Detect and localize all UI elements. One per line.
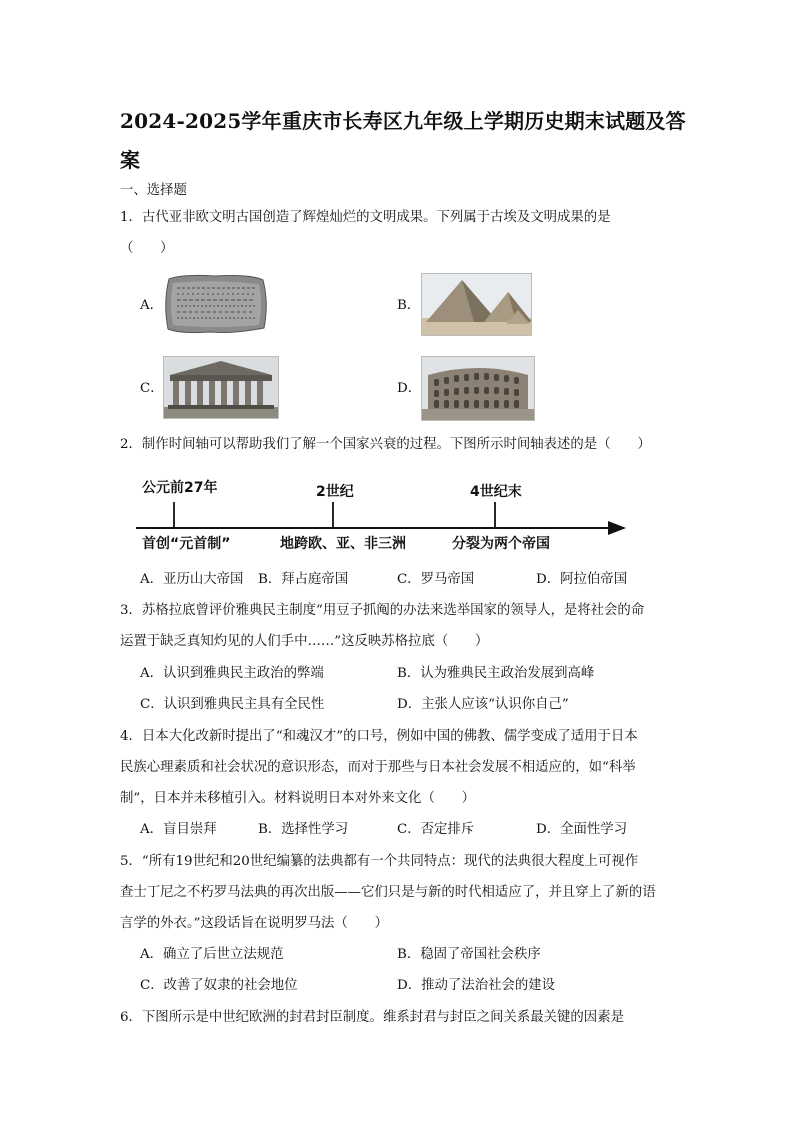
timeline-bottom-2: 地跨欧、亚、非三洲 (280, 536, 406, 552)
q2-option-c: C．罗马帝国 (397, 572, 475, 587)
q3-option-d: D．主张人应该“认识你自己” (397, 697, 569, 712)
q5-option-d: D．推动了法治社会的建设 (397, 978, 556, 993)
q2-option-d: D．阿拉伯帝国 (536, 572, 628, 587)
q1-option-c-label: C． (140, 381, 164, 396)
q3-line-1: 3．苏格拉底曾评价雅典民主制度“用豆子抓阄的办法来选举国家的领导人，是将社会的命 (120, 603, 645, 618)
timeline-top-1: 公元前27年 (142, 480, 218, 496)
q5-option-c: C．改善了奴隶的社会地位 (140, 978, 298, 993)
timeline-top-3: 4世纪末 (470, 484, 522, 500)
timeline-top-2: 2世纪 (316, 484, 354, 500)
q5-line-3: 言学的外衣。”这段话旨在说明罗马法（ ） (120, 916, 388, 931)
q5-line-2: 查士丁尼之不朽罗马法典的再次出版——它们只是与新的时代相适应了，并且穿上了新的语 (120, 885, 656, 900)
parthenon-image (163, 356, 279, 419)
section-heading: 一、选择题 (120, 183, 187, 198)
colosseum-image (421, 356, 535, 421)
q5-option-b: B．稳固了帝国社会秩序 (397, 947, 541, 962)
q2-option-a: A．亚历山大帝国 (140, 572, 244, 587)
page-title: 2024-2025学年重庆市长寿区九年级上学期历史期末试题及答案 (120, 109, 686, 172)
q5-line-1: 5．“所有19世纪和20世纪编纂的法典都有一个共同特点：现代的法典很大程度上可视作 (120, 854, 639, 869)
q1-stem: 1．古代亚非欧文明古国创造了辉煌灿烂的文明成果。下列属于古埃及文明成果的是 (120, 210, 611, 225)
q4-option-c: C．否定排斥 (397, 822, 475, 837)
q3-option-c: C．认识到雅典民主具有全民性 (140, 697, 325, 712)
q4-line-3: 制”，日本并未移植引入。材料说明日本对外来文化（ ） (120, 791, 475, 806)
q6-stem: 6．下图所示是中世纪欧洲的封君封臣制度。维系封君与封臣之间关系最关键的因素是 (120, 1010, 624, 1025)
q4-line-2: 民族心理素质和社会状况的意识形态，而对于那些与日本社会发展不相适应的，如“科举 (120, 760, 636, 775)
timeline-arrow (608, 521, 626, 535)
clay-tablet-image (163, 273, 269, 335)
timeline-bottom-1: 首创“元首制” (142, 536, 231, 552)
q4-line-1: 4．日本大化改新时提出了“和魂汉才”的口号，例如中国的佛教、儒学变成了适用于日本 (120, 729, 638, 744)
q1-option-b-label: B． (397, 298, 421, 313)
q4-option-b: B．选择性学习 (258, 822, 349, 837)
q1-option-d-label: D． (397, 381, 422, 396)
q4-option-d: D．全面性学习 (536, 822, 628, 837)
q1-option-a-label: A． (140, 298, 164, 313)
q3-option-b: B．认为雅典民主政治发展到高峰 (397, 666, 595, 681)
q3-line-2: 运置于缺乏真知灼见的人们手中……”这反映苏格拉底（ ） (120, 634, 489, 649)
q2-stem: 2．制作时间轴可以帮助我们了解一个国家兴衰的过程。下图所示时间轴表述的是（ ） (120, 437, 651, 452)
timeline-figure (130, 472, 630, 554)
pyramids-image (421, 273, 532, 336)
q1-paren: （ ） (120, 241, 174, 256)
q3-option-a: A．认识到雅典民主政治的弊端 (140, 666, 324, 681)
timeline-bottom-3: 分裂为两个帝国 (452, 536, 550, 552)
q2-option-b: B．拜占庭帝国 (258, 572, 349, 587)
q4-option-a: A．盲目崇拜 (140, 822, 217, 837)
q5-option-a: A．确立了后世立法规范 (140, 947, 284, 962)
